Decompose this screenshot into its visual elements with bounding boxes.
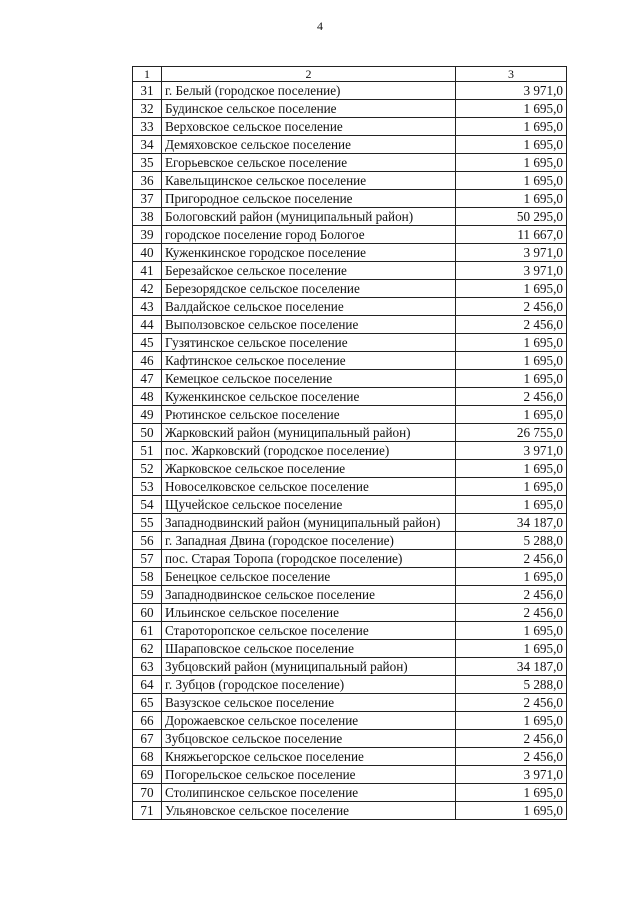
allocation-value: 50 295,0 xyxy=(456,208,567,226)
table-row xyxy=(133,424,567,442)
table-row xyxy=(133,622,567,640)
table-row xyxy=(133,244,567,262)
allocation-value: 1 695,0 xyxy=(456,280,567,298)
row-number: 71 xyxy=(133,802,162,820)
row-number: 51 xyxy=(133,442,162,460)
table-row xyxy=(133,208,567,226)
municipality-name: Куженкинское городское поселение xyxy=(162,244,456,262)
allocation-value: 1 695,0 xyxy=(456,496,567,514)
table-row xyxy=(133,784,567,802)
table-row xyxy=(133,640,567,658)
table-row xyxy=(133,604,567,622)
row-number: 67 xyxy=(133,730,162,748)
row-number: 59 xyxy=(133,586,162,604)
table-row xyxy=(133,388,567,406)
row-number: 58 xyxy=(133,568,162,586)
municipality-name: Кемецкое сельское поселение xyxy=(162,370,456,388)
row-number: 52 xyxy=(133,460,162,478)
row-number: 32 xyxy=(133,100,162,118)
row-number: 37 xyxy=(133,190,162,208)
municipality-name: Жарковское сельское поселение xyxy=(162,460,456,478)
municipality-name: Верховское сельское поселение xyxy=(162,118,456,136)
allocation-value: 1 695,0 xyxy=(456,190,567,208)
table-row xyxy=(133,352,567,370)
row-number: 45 xyxy=(133,334,162,352)
municipality-name: Демяховское сельское поселение xyxy=(162,136,456,154)
table-row xyxy=(133,406,567,424)
row-number: 55 xyxy=(133,514,162,532)
page-number: 4 xyxy=(317,19,323,33)
row-number: 47 xyxy=(133,370,162,388)
row-number: 56 xyxy=(133,532,162,550)
allocation-value: 3 971,0 xyxy=(456,262,567,280)
row-number: 49 xyxy=(133,406,162,424)
allocation-value: 1 695,0 xyxy=(456,154,567,172)
allocation-value: 1 695,0 xyxy=(456,802,567,820)
municipality-name: г. Белый (городское поселение) xyxy=(162,82,456,100)
municipality-name: Вазузское сельское поселение xyxy=(162,694,456,712)
row-number: 43 xyxy=(133,298,162,316)
municipality-name: Княжьегорское сельское поселение xyxy=(162,748,456,766)
allocation-value: 26 755,0 xyxy=(456,424,567,442)
allocation-value: 1 695,0 xyxy=(456,640,567,658)
allocation-value: 1 695,0 xyxy=(456,460,567,478)
row-number: 44 xyxy=(133,316,162,334)
table-row xyxy=(133,712,567,730)
row-number: 53 xyxy=(133,478,162,496)
row-number: 42 xyxy=(133,280,162,298)
table-row xyxy=(133,190,567,208)
municipality-name: Жарковский район (муниципальный район) xyxy=(162,424,456,442)
table-row xyxy=(133,676,567,694)
row-number: 31 xyxy=(133,82,162,100)
municipality-name: Щучейское сельское поселение xyxy=(162,496,456,514)
allocation-value: 1 695,0 xyxy=(456,712,567,730)
row-number: 48 xyxy=(133,388,162,406)
table-row xyxy=(133,226,567,244)
row-number: 33 xyxy=(133,118,162,136)
allocation-value: 2 456,0 xyxy=(456,694,567,712)
municipality-name: Бологовский район (муниципальный район) xyxy=(162,208,456,226)
table-row xyxy=(133,550,567,568)
municipality-name: г. Зубцов (городское поселение) xyxy=(162,676,456,694)
allocation-value: 2 456,0 xyxy=(456,730,567,748)
allocation-value: 2 456,0 xyxy=(456,604,567,622)
allocation-value: 2 456,0 xyxy=(456,586,567,604)
row-number: 62 xyxy=(133,640,162,658)
table-row xyxy=(133,478,567,496)
municipality-name: Выползовское сельское поселение xyxy=(162,316,456,334)
municipality-name: Ильинское сельское поселение xyxy=(162,604,456,622)
municipality-name: пос. Старая Торопа (городское поселение) xyxy=(162,550,456,568)
table-row xyxy=(133,442,567,460)
municipality-name: Столипинское сельское поселение xyxy=(162,784,456,802)
municipality-name: Западнодвинское сельское поселение xyxy=(162,586,456,604)
allocation-value: 5 288,0 xyxy=(456,532,567,550)
row-number: 34 xyxy=(133,136,162,154)
allocation-value: 11 667,0 xyxy=(456,226,567,244)
municipality-name: Егорьевское сельское поселение xyxy=(162,154,456,172)
municipality-name: Валдайское сельское поселение xyxy=(162,298,456,316)
row-number: 66 xyxy=(133,712,162,730)
row-number: 64 xyxy=(133,676,162,694)
allocation-value: 34 187,0 xyxy=(456,514,567,532)
municipality-name: Березайское сельское поселение xyxy=(162,262,456,280)
allocation-value: 1 695,0 xyxy=(456,406,567,424)
row-number: 38 xyxy=(133,208,162,226)
allocation-value: 2 456,0 xyxy=(456,298,567,316)
row-number: 61 xyxy=(133,622,162,640)
municipality-name: Рютинское сельское поселение xyxy=(162,406,456,424)
row-number: 69 xyxy=(133,766,162,784)
allocation-value: 1 695,0 xyxy=(456,622,567,640)
table-row xyxy=(133,136,567,154)
table-row xyxy=(133,100,567,118)
table-row xyxy=(133,334,567,352)
municipality-name: Кавельщинское сельское поселение xyxy=(162,172,456,190)
municipality-name: Дорожаевское сельское поселение xyxy=(162,712,456,730)
allocation-value: 2 456,0 xyxy=(456,748,567,766)
column-header-value: 3 xyxy=(456,67,567,82)
row-number: 41 xyxy=(133,262,162,280)
table-row xyxy=(133,82,567,100)
table-row xyxy=(133,316,567,334)
municipality-name: Зубцовский район (муниципальный район) xyxy=(162,658,456,676)
table-row xyxy=(133,766,567,784)
allocation-value: 2 456,0 xyxy=(456,550,567,568)
allocation-value: 3 971,0 xyxy=(456,442,567,460)
municipality-name: Будинское сельское поселение xyxy=(162,100,456,118)
row-number: 57 xyxy=(133,550,162,568)
municipality-name: Кафтинское сельское поселение xyxy=(162,352,456,370)
row-number: 68 xyxy=(133,748,162,766)
table-row xyxy=(133,298,567,316)
municipality-name: Погорельское сельское поселение xyxy=(162,766,456,784)
municipality-name: Пригородное сельское поселение xyxy=(162,190,456,208)
allocation-value: 2 456,0 xyxy=(456,316,567,334)
allocation-value: 2 456,0 xyxy=(456,388,567,406)
allocation-value: 34 187,0 xyxy=(456,658,567,676)
allocation-value: 3 971,0 xyxy=(456,244,567,262)
municipality-name: Березорядское сельское поселение xyxy=(162,280,456,298)
table-row xyxy=(133,748,567,766)
allocation-value: 5 288,0 xyxy=(456,676,567,694)
municipality-name: Куженкинское сельское поселение xyxy=(162,388,456,406)
table-row xyxy=(133,514,567,532)
table-row xyxy=(133,118,567,136)
table-row xyxy=(133,586,567,604)
table-row xyxy=(133,154,567,172)
allocation-value: 3 971,0 xyxy=(456,82,567,100)
row-number: 63 xyxy=(133,658,162,676)
table-row xyxy=(133,370,567,388)
municipality-name: городское поселение город Бологое xyxy=(162,226,456,244)
municipality-name: Новоселковское сельское поселение xyxy=(162,478,456,496)
table-row xyxy=(133,568,567,586)
allocation-value: 1 695,0 xyxy=(456,100,567,118)
table-header-row xyxy=(133,67,567,82)
municipality-name: Западнодвинский район (муниципальный район) xyxy=(162,514,456,532)
column-header-name: 2 xyxy=(162,67,456,82)
table-row xyxy=(133,532,567,550)
row-number: 54 xyxy=(133,496,162,514)
row-number: 65 xyxy=(133,694,162,712)
municipality-name: Старотoропское сельское поселение xyxy=(162,622,456,640)
municipality-name: пос. Жарковский (городское поселение) xyxy=(162,442,456,460)
table-row xyxy=(133,280,567,298)
allocation-value: 1 695,0 xyxy=(456,370,567,388)
row-number: 46 xyxy=(133,352,162,370)
table-row xyxy=(133,496,567,514)
table-row xyxy=(133,262,567,280)
allocation-value: 3 971,0 xyxy=(456,766,567,784)
table-row xyxy=(133,694,567,712)
allocation-table xyxy=(132,66,567,820)
table-row xyxy=(133,730,567,748)
municipality-name: Шараповское сельское поселение xyxy=(162,640,456,658)
municipality-name: Зубцовское сельское поселение xyxy=(162,730,456,748)
table-body xyxy=(133,82,567,820)
table-row xyxy=(133,658,567,676)
allocation-value: 1 695,0 xyxy=(456,136,567,154)
column-header-number: 1 xyxy=(133,67,162,82)
allocation-value: 1 695,0 xyxy=(456,568,567,586)
table-row xyxy=(133,172,567,190)
row-number: 70 xyxy=(133,784,162,802)
allocation-value: 1 695,0 xyxy=(456,172,567,190)
table-row xyxy=(133,802,567,820)
allocation-value: 1 695,0 xyxy=(456,784,567,802)
municipality-name: Ульяновское сельское поселение xyxy=(162,802,456,820)
table-row xyxy=(133,460,567,478)
municipality-name: г. Западная Двина (городское поселение) xyxy=(162,532,456,550)
municipality-name: Гузятинское сельское поселение xyxy=(162,334,456,352)
municipality-name: Бенецкое сельское поселение xyxy=(162,568,456,586)
row-number: 60 xyxy=(133,604,162,622)
row-number: 35 xyxy=(133,154,162,172)
row-number: 40 xyxy=(133,244,162,262)
row-number: 50 xyxy=(133,424,162,442)
allocation-value: 1 695,0 xyxy=(456,334,567,352)
allocation-value: 1 695,0 xyxy=(456,118,567,136)
allocation-value: 1 695,0 xyxy=(456,478,567,496)
allocation-value: 1 695,0 xyxy=(456,352,567,370)
row-number: 39 xyxy=(133,226,162,244)
row-number: 36 xyxy=(133,172,162,190)
